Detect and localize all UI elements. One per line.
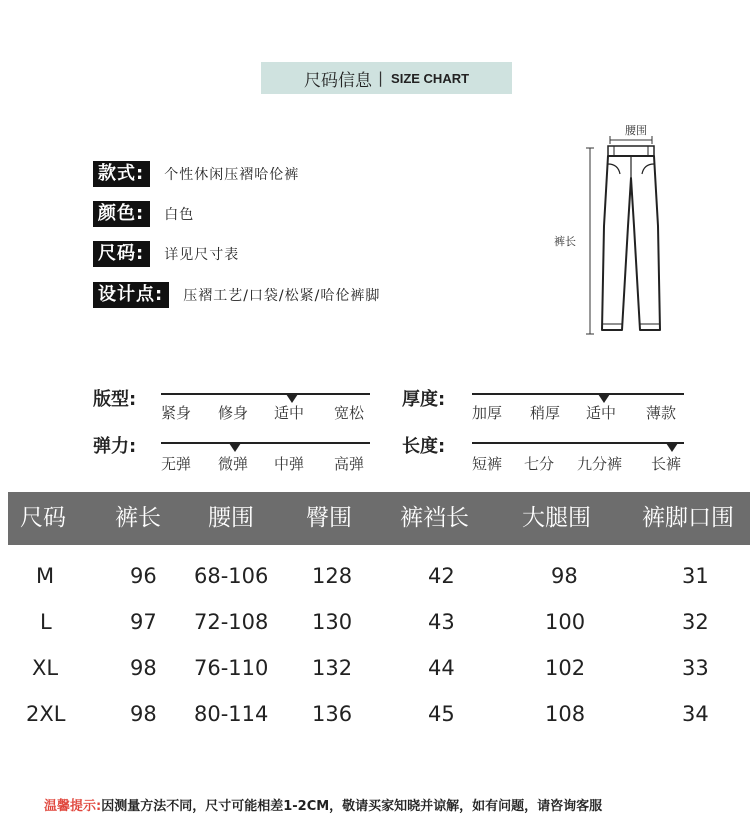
length-label: 裤长	[554, 235, 576, 248]
measurement-note	[44, 795, 602, 814]
banner-title-en: SIZE CHART	[391, 70, 470, 86]
thickness-scale-line	[472, 393, 684, 395]
spec-label-color: 颜色:	[93, 201, 150, 227]
spec-row-design	[93, 282, 380, 308]
table-cell: 136	[312, 702, 353, 726]
table-cell: 97	[130, 610, 157, 634]
table-cell: 32	[682, 610, 709, 634]
banner-separator: |	[377, 69, 384, 87]
waist-label: 腰围	[625, 124, 647, 137]
table-cell: M	[36, 564, 55, 588]
elasticity-option-high: 高弹	[334, 455, 365, 473]
fit-option-regular: 适中	[274, 404, 305, 422]
pants-outline	[602, 156, 660, 330]
table-cell: 34	[682, 702, 709, 726]
spec-label-design: 设计点:	[93, 282, 169, 308]
length-option-ankle: 九分裤	[577, 455, 623, 473]
size-table-header	[8, 492, 750, 545]
spec-value-style: 个性休闲压褶哈伦裤	[164, 167, 300, 183]
header-crotch: 裤裆长	[400, 505, 469, 531]
table-cell: 33	[682, 656, 709, 680]
elasticity-option-none: 无弹	[161, 455, 192, 473]
spec-value-color: 白色	[164, 207, 195, 223]
elasticity-option-slight: 微弹	[218, 455, 249, 473]
length-title: 长度:	[402, 436, 446, 457]
note-text: 因测量方法不同，尺寸可能相差1-2CM，敬请买家知晓并谅解，如有问题，请咨询客服	[101, 799, 603, 814]
length-option-capri: 七分	[524, 455, 555, 473]
header-hem: 裤脚口围	[642, 505, 734, 531]
table-cell: 2XL	[26, 702, 66, 726]
fit-option-loose: 宽松	[334, 404, 365, 422]
length-selected-marker	[666, 443, 678, 452]
table-cell: 96	[130, 564, 157, 588]
spec-row-size	[93, 241, 239, 267]
spec-value-design: 压褶工艺/口袋/松紧/哈伦裤脚	[183, 288, 381, 304]
fit-option-tight: 紧身	[161, 404, 192, 422]
table-cell: 80-114	[194, 702, 269, 726]
length-option-full: 长裤	[651, 455, 682, 473]
note-highlight: 温馨提示:	[44, 799, 102, 814]
table-cell: 72-108	[194, 610, 269, 634]
elasticity-scale-line	[161, 442, 370, 444]
header-thigh: 大腿围	[522, 505, 591, 531]
table-cell: 76-110	[194, 656, 269, 680]
banner-title-cn: 尺码信息	[303, 70, 372, 91]
table-cell: 31	[682, 564, 709, 588]
table-cell: 98	[551, 564, 578, 588]
header-hip: 臀围	[306, 505, 352, 531]
elasticity-option-medium: 中弹	[274, 455, 305, 473]
fit-option-slim: 修身	[218, 404, 249, 422]
table-cell: XL	[32, 656, 59, 680]
spec-label-style: 款式:	[93, 161, 150, 187]
table-cell: 130	[312, 610, 353, 634]
spec-value-size: 详见尺寸表	[164, 247, 240, 263]
size-chart-banner	[261, 62, 512, 94]
thickness-option-thick: 加厚	[472, 404, 503, 422]
elasticity-selected-marker	[229, 443, 241, 452]
spec-row-style	[93, 161, 299, 187]
spec-label-size: 尺码:	[93, 241, 150, 267]
fit-title: 版型:	[93, 389, 137, 410]
header-length: 裤长	[115, 505, 161, 531]
header-waist: 腰围	[208, 505, 254, 531]
table-cell: L	[40, 610, 52, 634]
thickness-title: 厚度:	[402, 389, 446, 410]
table-cell: 102	[545, 656, 586, 680]
table-cell: 128	[312, 564, 353, 588]
table-cell: 132	[312, 656, 353, 680]
elasticity-title: 弹力:	[93, 436, 137, 457]
table-cell: 98	[130, 702, 157, 726]
spec-row-color	[93, 201, 194, 227]
table-cell: 44	[428, 656, 455, 680]
table-cell: 98	[130, 656, 157, 680]
table-cell: 43	[428, 610, 455, 634]
thickness-option-thin: 薄款	[646, 404, 677, 422]
thickness-option-slightly-thick: 稍厚	[530, 404, 561, 422]
table-cell: 42	[428, 564, 455, 588]
table-cell: 45	[428, 702, 455, 726]
thickness-option-regular: 适中	[586, 404, 617, 422]
header-size: 尺码	[20, 505, 66, 531]
waistband	[608, 146, 654, 156]
table-cell: 100	[545, 610, 586, 634]
pants-diagram	[554, 116, 676, 346]
table-cell: 108	[545, 702, 586, 726]
fit-scale-line	[161, 393, 370, 395]
length-scale-line	[472, 442, 684, 444]
length-option-shorts: 短裤	[472, 455, 503, 473]
table-cell: 68-106	[194, 564, 269, 588]
